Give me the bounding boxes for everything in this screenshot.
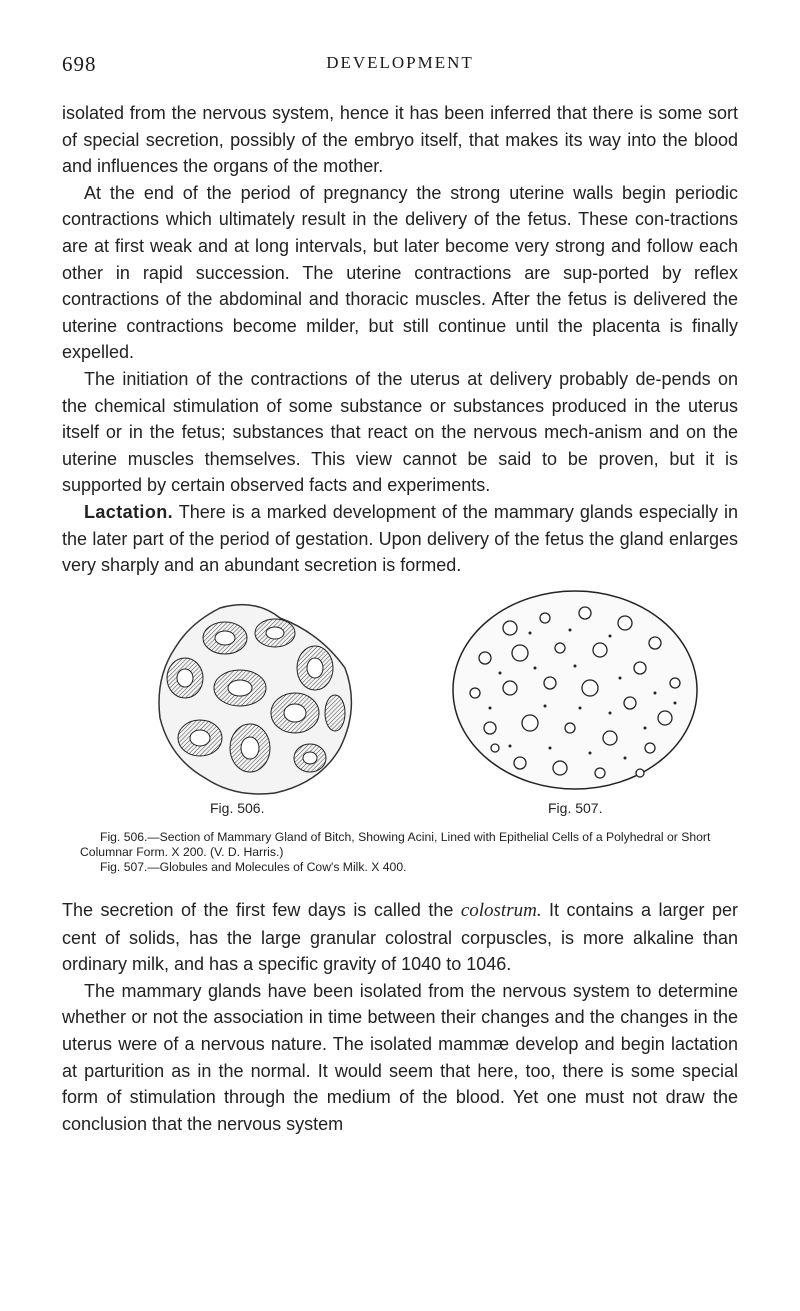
paragraph-1: isolated from the nervous system, hence it has been inferred that there is some sort of special secretion, possibly of the embryo itself, that makes its way into the blood and influences the organs of the mother. — [62, 103, 738, 177]
running-title: DEVELOPMENT — [326, 53, 474, 72]
top-text-block — [62, 100, 738, 579]
colostrum-term: colostrum. — [460, 900, 542, 921]
paragraph-colostrum — [62, 897, 738, 978]
colostrum-text-before: The secretion of the first few days is called the — [62, 900, 461, 920]
figure-captions — [80, 830, 725, 875]
milk-globules-illustration — [450, 588, 700, 793]
mammary-gland-section-illustration — [145, 598, 365, 798]
caption-506: Fig. 506.—Section of Mammary Gland of Bitch, Showing Acini, Lined with Epithelial Cells of a Polyhedral or Short Columnar Form. X 200. (V. D. Harris.) — [80, 830, 711, 859]
page-number: 698 — [62, 52, 97, 76]
paragraph-3: The initiation of the contractions of the uterus at delivery probably de-pends on the chemical stimulation of some substance or substances produced in the uterus itself or in the fetus; substances that react on the nervous mech-anism and on the uterine muscles themselves. This view cannot be said to be proven, but it is supported by certain observed facts and experiments. — [62, 368, 738, 496]
bottom-text-block — [62, 897, 738, 1137]
paragraph-mammary-isolation: The mammary glands have been isolated from the nervous system to determine whether or not the association in time between their changes and the changes in the uterus were of a nervous nature. The isolated mammæ develop and begin lactation at parturition as in the normal. It would seem that here, too, there is some special form of stimulation through the medium of the blood. Yet one must not draw the conclusion that the nervous system — [62, 980, 738, 1134]
page-header — [62, 52, 738, 78]
figures-area — [100, 588, 740, 818]
lactation-text: There is a marked development of the mammary glands especially in the later part of the period of gestation. Upon delivery of the fetus the gland enlarges very sharply and an abundant secretion is formed. — [62, 501, 738, 576]
colostrum-text-after: It contains a larger per cent of solids, has the large granular colostral corpuscles, is more alkaline than ordinary milk, and has a specific gravity of 1040 to 1046. — [62, 900, 738, 975]
paragraph-2: At the end of the period of pregnancy the strong uterine walls begin periodic contractions which ultimately result in the delivery of the fetus. These con-tractions are at first weak and at long intervals, but later become very strong and follow each other in rapid succession. The uterine contractions are sup-ported by reflex contractions of the abdominal and thoracic muscles. After the fetus is delivered the uterine contractions become milder, but still continue until the placenta is finally expelled. — [62, 182, 738, 363]
fig-506-label: Fig. 506. — [210, 800, 265, 816]
paragraph-lactation — [62, 499, 738, 579]
caption-507: Fig. 507.—Globules and Molecules of Cow's Milk. X 400. — [100, 860, 407, 874]
lactation-heading: Lactation. — [84, 501, 174, 522]
fig-507-label: Fig. 507. — [548, 800, 603, 816]
